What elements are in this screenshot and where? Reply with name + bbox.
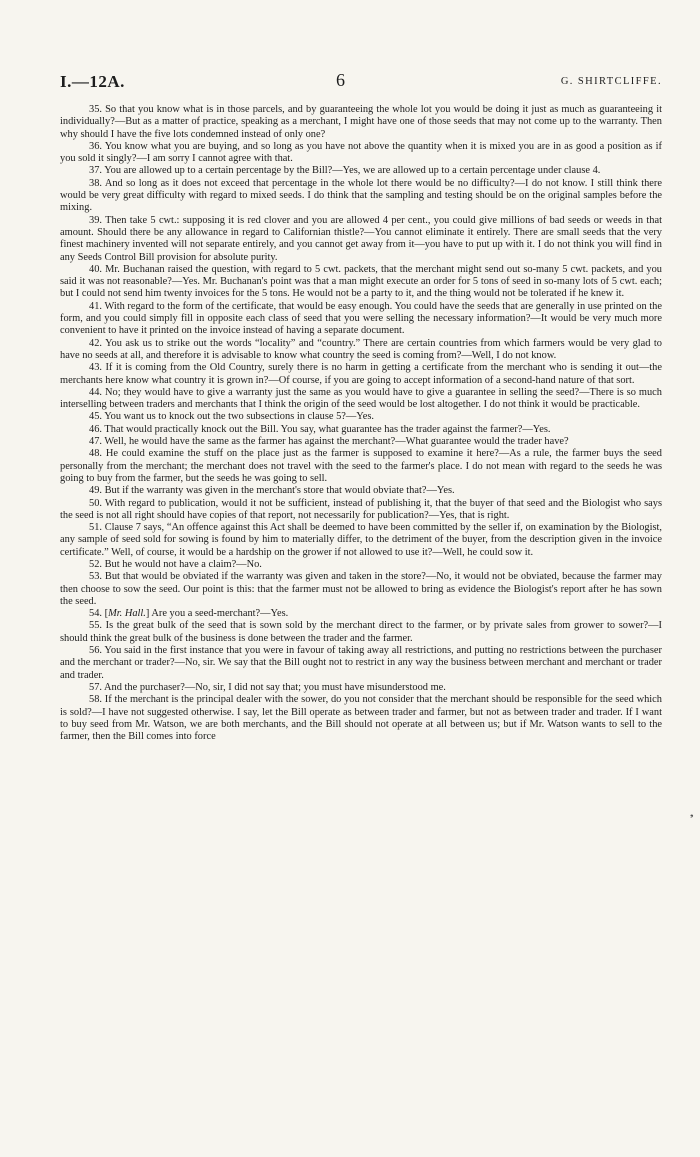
running-head	[60, 72, 662, 94]
question-number: 52.	[89, 558, 102, 570]
question-answer-paragraph	[60, 424, 662, 436]
question-answer-paragraph	[60, 559, 662, 571]
question-text: So that you know what is in those parcels, and by guaranteeing the whole lot you would be doing it just as much as guaranteeing it individually?—But as a matter of practice, speaking as a merchant, I might have one of those seeds that may not come up to the warranty. Then why should I have the five lots condemned instead of only one?	[60, 104, 662, 140]
question-text: He could examine the stuff on the place just as the farmer is supposed to examine it here?—As a rule, the farmer buys the seed personally from the merchant; the merchant does not travel with the seed to the farmer's place. I do not mean with regard to the seeds he was going to buy from the farmer, but the seeds he was going to sell.	[60, 448, 662, 484]
question-answer-paragraph	[60, 498, 662, 523]
question-text: But if the warranty was given in the merchant's store that would obviate that?—Yes.	[104, 485, 455, 497]
question-number: 46.	[89, 423, 102, 435]
question-number: 53.	[89, 571, 102, 583]
question-number: 37.	[89, 165, 102, 177]
question-number: 38.	[89, 177, 102, 189]
question-number: 50.	[89, 497, 102, 509]
question-text: If it is coming from the Old Country, surely there is no harm in getting a certificate from the merchant who is sending it out—the merchants here know what country it is grown in?—Of course, if you are going to accept information of a second-hand nature of that sort.	[60, 362, 662, 386]
question-answer-paragraph	[60, 141, 662, 166]
question-number: 51.	[89, 522, 102, 534]
question-answer-paragraph	[60, 178, 662, 215]
question-answer-paragraph: 54. [Mr. Hall.] Are you a seed-merchant?—Yes.	[89, 608, 289, 620]
question-number: 36.	[89, 140, 102, 152]
question-text: Mr. Buchanan raised the question, with regard to 5 cwt. packets, that the merchant might send out so-many 5 cwt. packets, and you said it was not reasonable?—Yes. Mr. Buchanan's point was that a man might execute an order for 5 tons of seed in so-many lots of 5 cwt. each; but I could not send him twenty invoices for the 5 tons. He would not be a party to it, and the thing would not be tolerated if he knew it.	[60, 263, 662, 300]
question-number: 58.	[89, 694, 102, 706]
question-answer-paragraph	[60, 338, 662, 363]
question-number: 45.	[89, 411, 102, 423]
speaker-name: Mr. Hall.	[108, 608, 146, 620]
question-answer-paragraph	[60, 301, 662, 338]
question-number: 40.	[89, 263, 102, 275]
question-answer-paragraph	[60, 522, 662, 559]
question-answer-paragraph	[60, 620, 662, 645]
question-text: But he would not have a claim?—No.	[104, 558, 262, 570]
question-text: You know what you are buying, and so long as you have not above the quantity when it is mixed you are in as good a position as if you sold it singly?—I am sorry I cannot agree with that.	[60, 140, 662, 165]
question-answer-paragraph	[60, 485, 662, 497]
question-text: Well, he would have the same as the farmer has against the merchant?—What guarantee would the trader have?	[104, 436, 569, 448]
question-number: 57.	[89, 681, 102, 693]
question-text: You ask us to strike out the words “locality” and “country.” There are certain countries from which farmers would be very glad to have no seeds at all, and therefore it is advisable to know what country the seed is coming from?—Well, I do not know.	[60, 337, 663, 361]
question-number: 49.	[89, 485, 102, 497]
question-text: You want us to knock out the two subsections in clause 5?—Yes.	[104, 411, 374, 423]
question-number: 42.	[89, 337, 102, 349]
question-number: 44.	[89, 386, 102, 398]
question-answer-paragraph	[60, 104, 662, 141]
paper-reference: I.—12A.	[60, 72, 125, 91]
margin-mark: ❟	[690, 808, 694, 818]
question-text: No; they would have to give a warranty just the same as you would have to give a guarantee in selling the seed?—There is so much interselling between traders and merchants that I think the origin of the seed would be lost altogether. I do not think it would be practicable.	[60, 386, 662, 411]
question-answer-paragraph	[60, 694, 662, 743]
question-answer-paragraph	[60, 264, 662, 301]
question-answer-paragraph	[60, 215, 662, 264]
question-text: If the merchant is the principal dealer with the sower, do you not consider that the merchant should be responsible for the seed which is sold?—I have not suggested otherwise. I say, let the Bill operate as between trader and farmer, but not as between trader and trader. If I want to buy seed from Mr. Watson, we are both merchants, and the Bill should not operate at all between us; but if Mr. Watson wants to sell to the farmer, then the Bill comes into force	[60, 694, 662, 743]
question-text: Then take 5 cwt.: supposing it is red clover and you are allowed 4 per cent., you could give millions of bad seeds or weeds in that amount. Should there be any allowance in regard to Californian thistle?—You cannot eliminate it entirely. There are small seeds that the very finest machinery invented will not separate entirely, and you cannot get away from it—you have to put up with it. I do not think you will find in any Seeds Control Bill provision for absolute purity.	[60, 214, 662, 263]
evidence-text	[60, 104, 662, 743]
question-number: 54.	[89, 608, 102, 620]
question-answer-paragraph	[60, 682, 662, 694]
question-answer-paragraph	[60, 411, 662, 423]
question-text: Clause 7 says, “An offence against this Act shall be deemed to have been committed by the seller if, on examination by the Biologist, any sample of seed sold for sowing is found by him to materially differ, to the detriment of the buyer, from the description given in the invoice certificate.” Well, of course, it would be a hardship on the grower if not allowed to use it?—Well, he could sow it.	[60, 522, 662, 558]
question-answer-paragraph	[60, 436, 662, 448]
question-text: And the purchaser?—No, sir, I did not say that; you must have misunderstood me.	[104, 681, 446, 693]
question-number: 41.	[89, 300, 102, 312]
question-number: 48.	[89, 448, 102, 460]
question-text: Are you a seed-merchant?—Yes.	[151, 608, 289, 620]
question-number: 35.	[89, 104, 102, 115]
page-number: 6	[336, 70, 345, 90]
witness-name: G. SHIRTCLIFFE.	[560, 76, 662, 87]
question-text: You are allowed up to a certain percentage by the Bill?—Yes, we are allowed up to a certain percentage under clause 4.	[104, 165, 601, 177]
question-number: 39.	[89, 214, 102, 226]
question-answer-paragraph	[60, 387, 662, 412]
question-answer-paragraph	[60, 645, 662, 682]
question-text: Is the great bulk of the seed that is sown sold by the merchant direct to the farmer, or by private sales from grower to sower?—I should think the great bulk of the business is done between the trader and the farmer.	[60, 620, 662, 644]
question-number: 43.	[89, 362, 102, 374]
question-number: 55.	[89, 620, 102, 632]
question-answer-paragraph	[60, 362, 662, 387]
question-number: 47.	[89, 436, 102, 448]
question-text: You said in the first instance that you were in favour of taking away all restrictions, and putting no restrictions between the purchaser and the merchant or trader?—No, sir. We say that the Bill ought not to restrict in any way the business between merchant and merchant or trader and trader.	[60, 645, 662, 681]
question-text: That would practically knock out the Bill. You say, what guarantee has the trader against the farmer?—Yes.	[104, 423, 551, 435]
question-answer-paragraph	[60, 165, 662, 177]
question-text: But that would be obviated if the warranty was given and taken in the store?—No, it would not be obviated, because the farmer may then choose to sow the seed. Our point is this: that the farmer must not be allowed to bring as evidence the Biologist's report after he has sown the seed.	[60, 571, 662, 607]
question-answer-paragraph	[60, 571, 662, 608]
question-number: 56.	[89, 645, 102, 657]
question-text: With regard to publication, would it not be sufficient, instead of publishing it, that the buyer of that seed and the Biologist who says the seed is not all right should have copies of that report, not necessarily for publication?—Yes, that is right.	[60, 497, 662, 521]
question-text: And so long as it does not exceed that percentage in the whole lot there would be no difficulty?—I do not know. I still think there would be very great difficulty with regard to mixed seeds. I do think that the sampling and testing should be on the original samples before the mixing.	[60, 177, 662, 214]
question-text: With regard to the form of the certificate, that would be easy enough. You could have the seeds that are generally in use printed on the form, and you could simply fill in opposite each class of seed that you were selling the necessary information?—It would be very much more convenient to have it printed on the invoice instead of having a separate document.	[60, 300, 662, 337]
question-answer-paragraph	[60, 448, 662, 485]
